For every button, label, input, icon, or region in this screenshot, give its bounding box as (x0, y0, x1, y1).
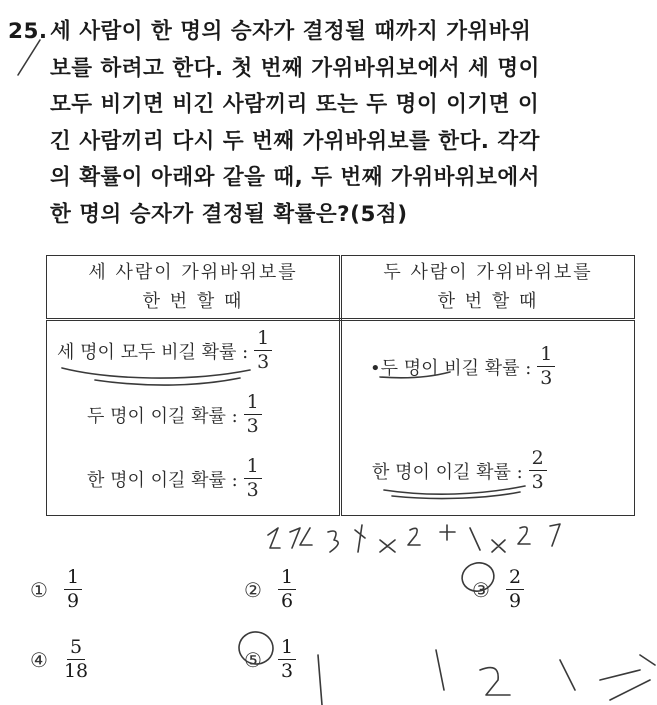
three-one-win-row: 한 명이 이길 확률 : $\frac{1}{3}$ (87, 457, 262, 500)
choice-2-marker: ② (244, 577, 262, 602)
fraction: $\frac{1}{6}$ (278, 568, 296, 611)
question-line-1: 25. 세 사람이 한 명의 승자가 결정될 때까지 가위바위 (8, 14, 648, 51)
choice-4[interactable] (30, 638, 88, 681)
probability-table (46, 255, 635, 516)
question-line-6: 한 명의 승자가 결정될 확률은?(5점) (50, 201, 408, 227)
question-line-3: 모두 비기면 비긴 사람끼리 또는 두 명이 이기면 이 (50, 92, 540, 117)
three-all-draw-row: 세 명이 모두 비길 확률 : $\frac{1}{3}$ (57, 329, 272, 372)
choice-4-marker: ④ (30, 647, 48, 672)
two-draw-row: •두 명이 비길 확률 : $\frac{1}{3}$ (370, 345, 555, 388)
handwritten-work (268, 524, 560, 552)
choice-1-marker: ① (30, 577, 48, 602)
header-two-people: 두 사람이 가위바위보를 한 번 할 때 (341, 256, 635, 320)
three-two-win-row: 두 명이 이길 확률 : $\frac{1}{3}$ (87, 393, 262, 436)
two-people-cell (341, 320, 635, 516)
fraction: $\frac{2}{3}$ (529, 449, 547, 492)
two-one-win-row: 한 명이 이길 확률 : $\frac{2}{3}$ (372, 449, 547, 492)
choice-2[interactable] (244, 568, 296, 611)
question-text (8, 14, 648, 233)
fraction: $\frac{1}{3}$ (537, 345, 555, 388)
choice-3[interactable] (472, 568, 524, 611)
fraction: $\frac{1}{3}$ (244, 393, 262, 436)
fraction: $\frac{1}{9}$ (64, 568, 82, 611)
fraction: $\frac{1}{3}$ (254, 329, 272, 372)
choice-3-marker: ③ (472, 577, 490, 602)
choice-5-marker: ⑤ (244, 647, 262, 672)
question-line-4: 긴 사람끼리 다시 두 번째 가위바위보를 한다. 각각 (50, 128, 540, 154)
handwritten-scribbles (318, 650, 655, 705)
fraction: $\frac{1}{3}$ (278, 638, 296, 681)
three-people-cell (47, 320, 341, 516)
choice-5[interactable] (244, 638, 296, 681)
question-line-5: 의 확률이 아래와 같을 때, 두 번째 가위바위보에서 (50, 165, 540, 190)
fraction: $\frac{1}{3}$ (244, 457, 262, 500)
fraction: $\frac{2}{9}$ (506, 568, 524, 611)
fraction: $\frac{5}{18}$ (63, 636, 89, 682)
choice-1[interactable] (30, 568, 82, 611)
question-number: 25. (8, 19, 48, 44)
question-line-2: 보를 하려고 한다. 첫 번째 가위바위보에서 세 명이 (50, 55, 540, 81)
header-three-people: 세 사람이 가위바위보를 한 번 할 때 (47, 256, 341, 320)
